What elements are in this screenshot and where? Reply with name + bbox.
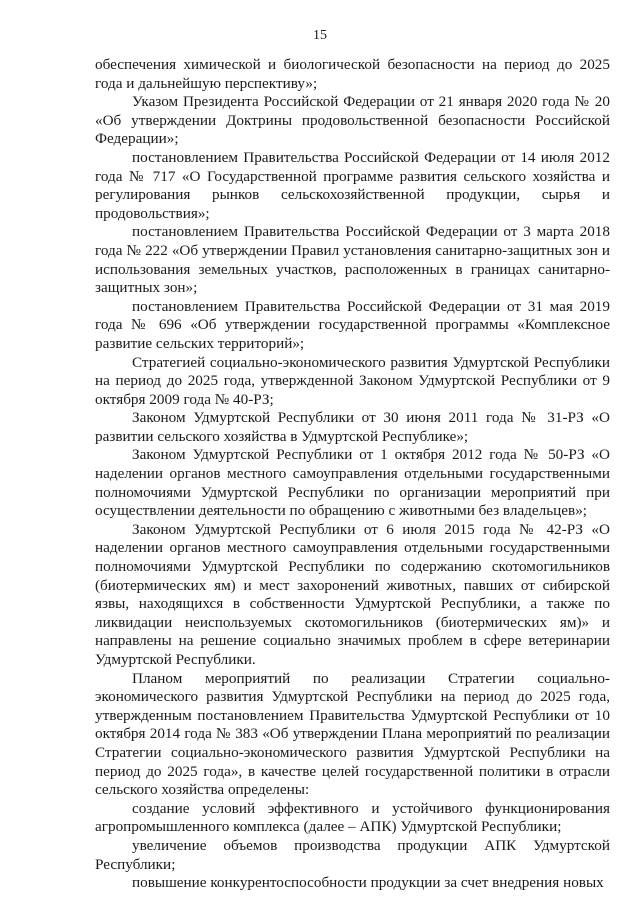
paragraph: Законом Удмуртской Республики от 30 июня 2011 года № 31-РЗ «О развитии сельского хозяйства в Удмуртской Республике»; [95, 409, 610, 445]
paragraph: постановлением Правительства Российской Федерации от 14 июля 2012 года № 717 «О Государственной программе развития сельского хозяйства и регулирования рынков сельскохозяйственной продукции, сырья и продовольствия»; [95, 148, 610, 222]
paragraph: увеличение объемов производства продукции АПК Удмуртской Республики; [95, 836, 610, 873]
paragraph: Законом Удмуртской Республики от 6 июля 2015 года № 42-РЗ «О наделении органов местного самоуправления отдельными государственными полномочиями Удмуртской Республики по содержанию скотомогильников (биотермических ям) и мест захоронений животных, павших от сибирской язвы, находящихся в собственности Удмуртской Республики, а также по ликвидации неиспользуемых скотомогильников (биотермических ям)» и направлены на решение социально значимых проблем в сфере ветеринарии Удмуртской Республики. [95, 520, 610, 668]
paragraph: Законом Удмуртской Республики от 1 октября 2012 года № 50-РЗ «О наделении органов местного самоуправления отдельными государственными полномочиями Удмуртской Республики по организации мероприятий при осуществлении деятельности по обращению с животными без владельцев»; [95, 446, 610, 520]
paragraph: повышение конкурентоспособности продукции за счет внедрения новых [132, 874, 604, 892]
page-number: 15 [313, 28, 327, 43]
paragraph: Планом мероприятий по реализации Стратегии социально-экономического развития Удмуртской Республики на период до 2025 года, утвержденным постановлением Правительства Удмуртской Республики от 10 октября 2014 года № 383 «Об утверждении Плана мероприятий по реализации Стратегии социально-экономического развития Удмуртской Республики на период до 2025 года», в качестве целей государственной политики в отрасли сельского хозяйства определены: [95, 669, 610, 799]
paragraph: постановлением Правительства Российской Федерации от 31 мая 2019 года № 696 «Об утверждении государственной программы «Комплексное развитие сельских территорий»; [95, 297, 610, 352]
paragraph: создание условий эффективного и устойчивого функционирования агропромышленного комплекса (далее – АПК) Удмуртской Республики; [95, 799, 610, 836]
paragraph: постановлением Правительства Российской Федерации от 3 марта 2018 года № 222 «Об утверждении Правил установления санитарно-защитных зон и использования земельных участков, расположенных в границах санитарно-защитных зон»; [95, 223, 610, 297]
paragraph: Указом Президента Российской Федерации от 21 января 2020 года № 20 «Об утверждении Доктрины продовольственной безопасности Российской Федерации»; [95, 93, 610, 148]
paragraph: Стратегией социально-экономического развития Удмуртской Республики на период до 2025 года, утвержденной Законом Удмуртской Республики от 9 октября 2009 года № 40-РЗ; [95, 353, 610, 408]
paragraph: обеспечения химической и биологической безопасности на период до 2025 года и дальнейшую перспективу»; [95, 56, 610, 92]
document-body [95, 56, 610, 893]
